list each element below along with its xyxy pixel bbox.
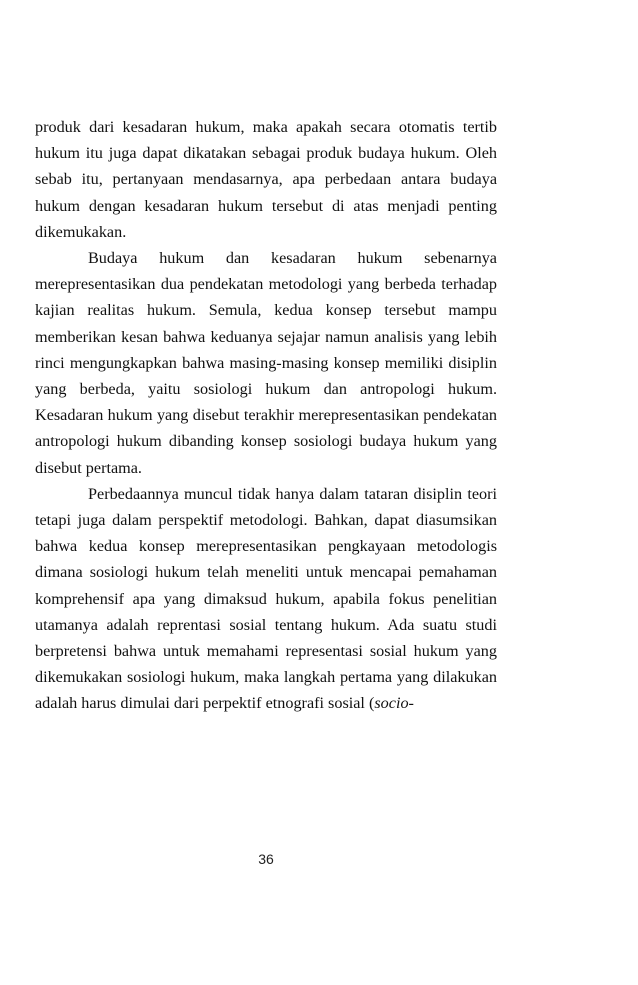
body-text <box>35 114 497 717</box>
paragraph-3-italic-term: socio- <box>374 694 414 713</box>
page-number: 36 <box>258 851 274 867</box>
paragraph-3-text: Perbedaannya muncul tidak hanya dalam tataran disiplin teori tetapi juga dalam perspektif metodologi. Bahkan, dapat diasumsikan bahwa kedua konsep merepresentasikan pengkayaan metodologis dimana sosiologi hukum telah meneliti untuk mencapai pemahaman komprehensif apa yang dimaksud hukum, apabila fokus penelitian utamanya adalah reprentasi sosial tentang hukum. Ada suatu studi berpretensi bahwa untuk memahami representasi sosial hukum yang dikemukakan sosiologi hukum, maka langkah pertama yang dilakukan adalah harus dimulai dari perpektif etnografi sosial ( <box>35 484 497 713</box>
paragraph-1: produk dari kesadaran hukum, maka apakah secara otomatis tertib hukum itu juga dapat dikatakan sebagai produk budaya hukum. Oleh sebab itu, pertanyaan mendasarnya, apa perbedaan antara budaya hukum dengan kesadaran hukum tersebut di atas menjadi penting dikemukakan. <box>35 118 497 241</box>
paragraph-3 <box>35 481 497 717</box>
paragraph-2: Budaya hukum dan kesadaran hukum sebenarnya merepresentasikan dua pendekatan metodologi yang berbeda terhadap kajian realitas hukum. Semula, kedua konsep tersebut mampu memberikan kesan bahwa keduanya sejajar namun analisis yang lebih rinci mengungkapkan bahwa masing-masing konsep memiliki disiplin yang berbeda, yaitu sosiologi hukum dan antropologi hukum. Kesadaran hukum yang disebut terakhir merepresentasikan pendekatan antropologi hukum dibanding konsep sosiologi budaya hukum yang disebut pertama. <box>35 249 497 477</box>
